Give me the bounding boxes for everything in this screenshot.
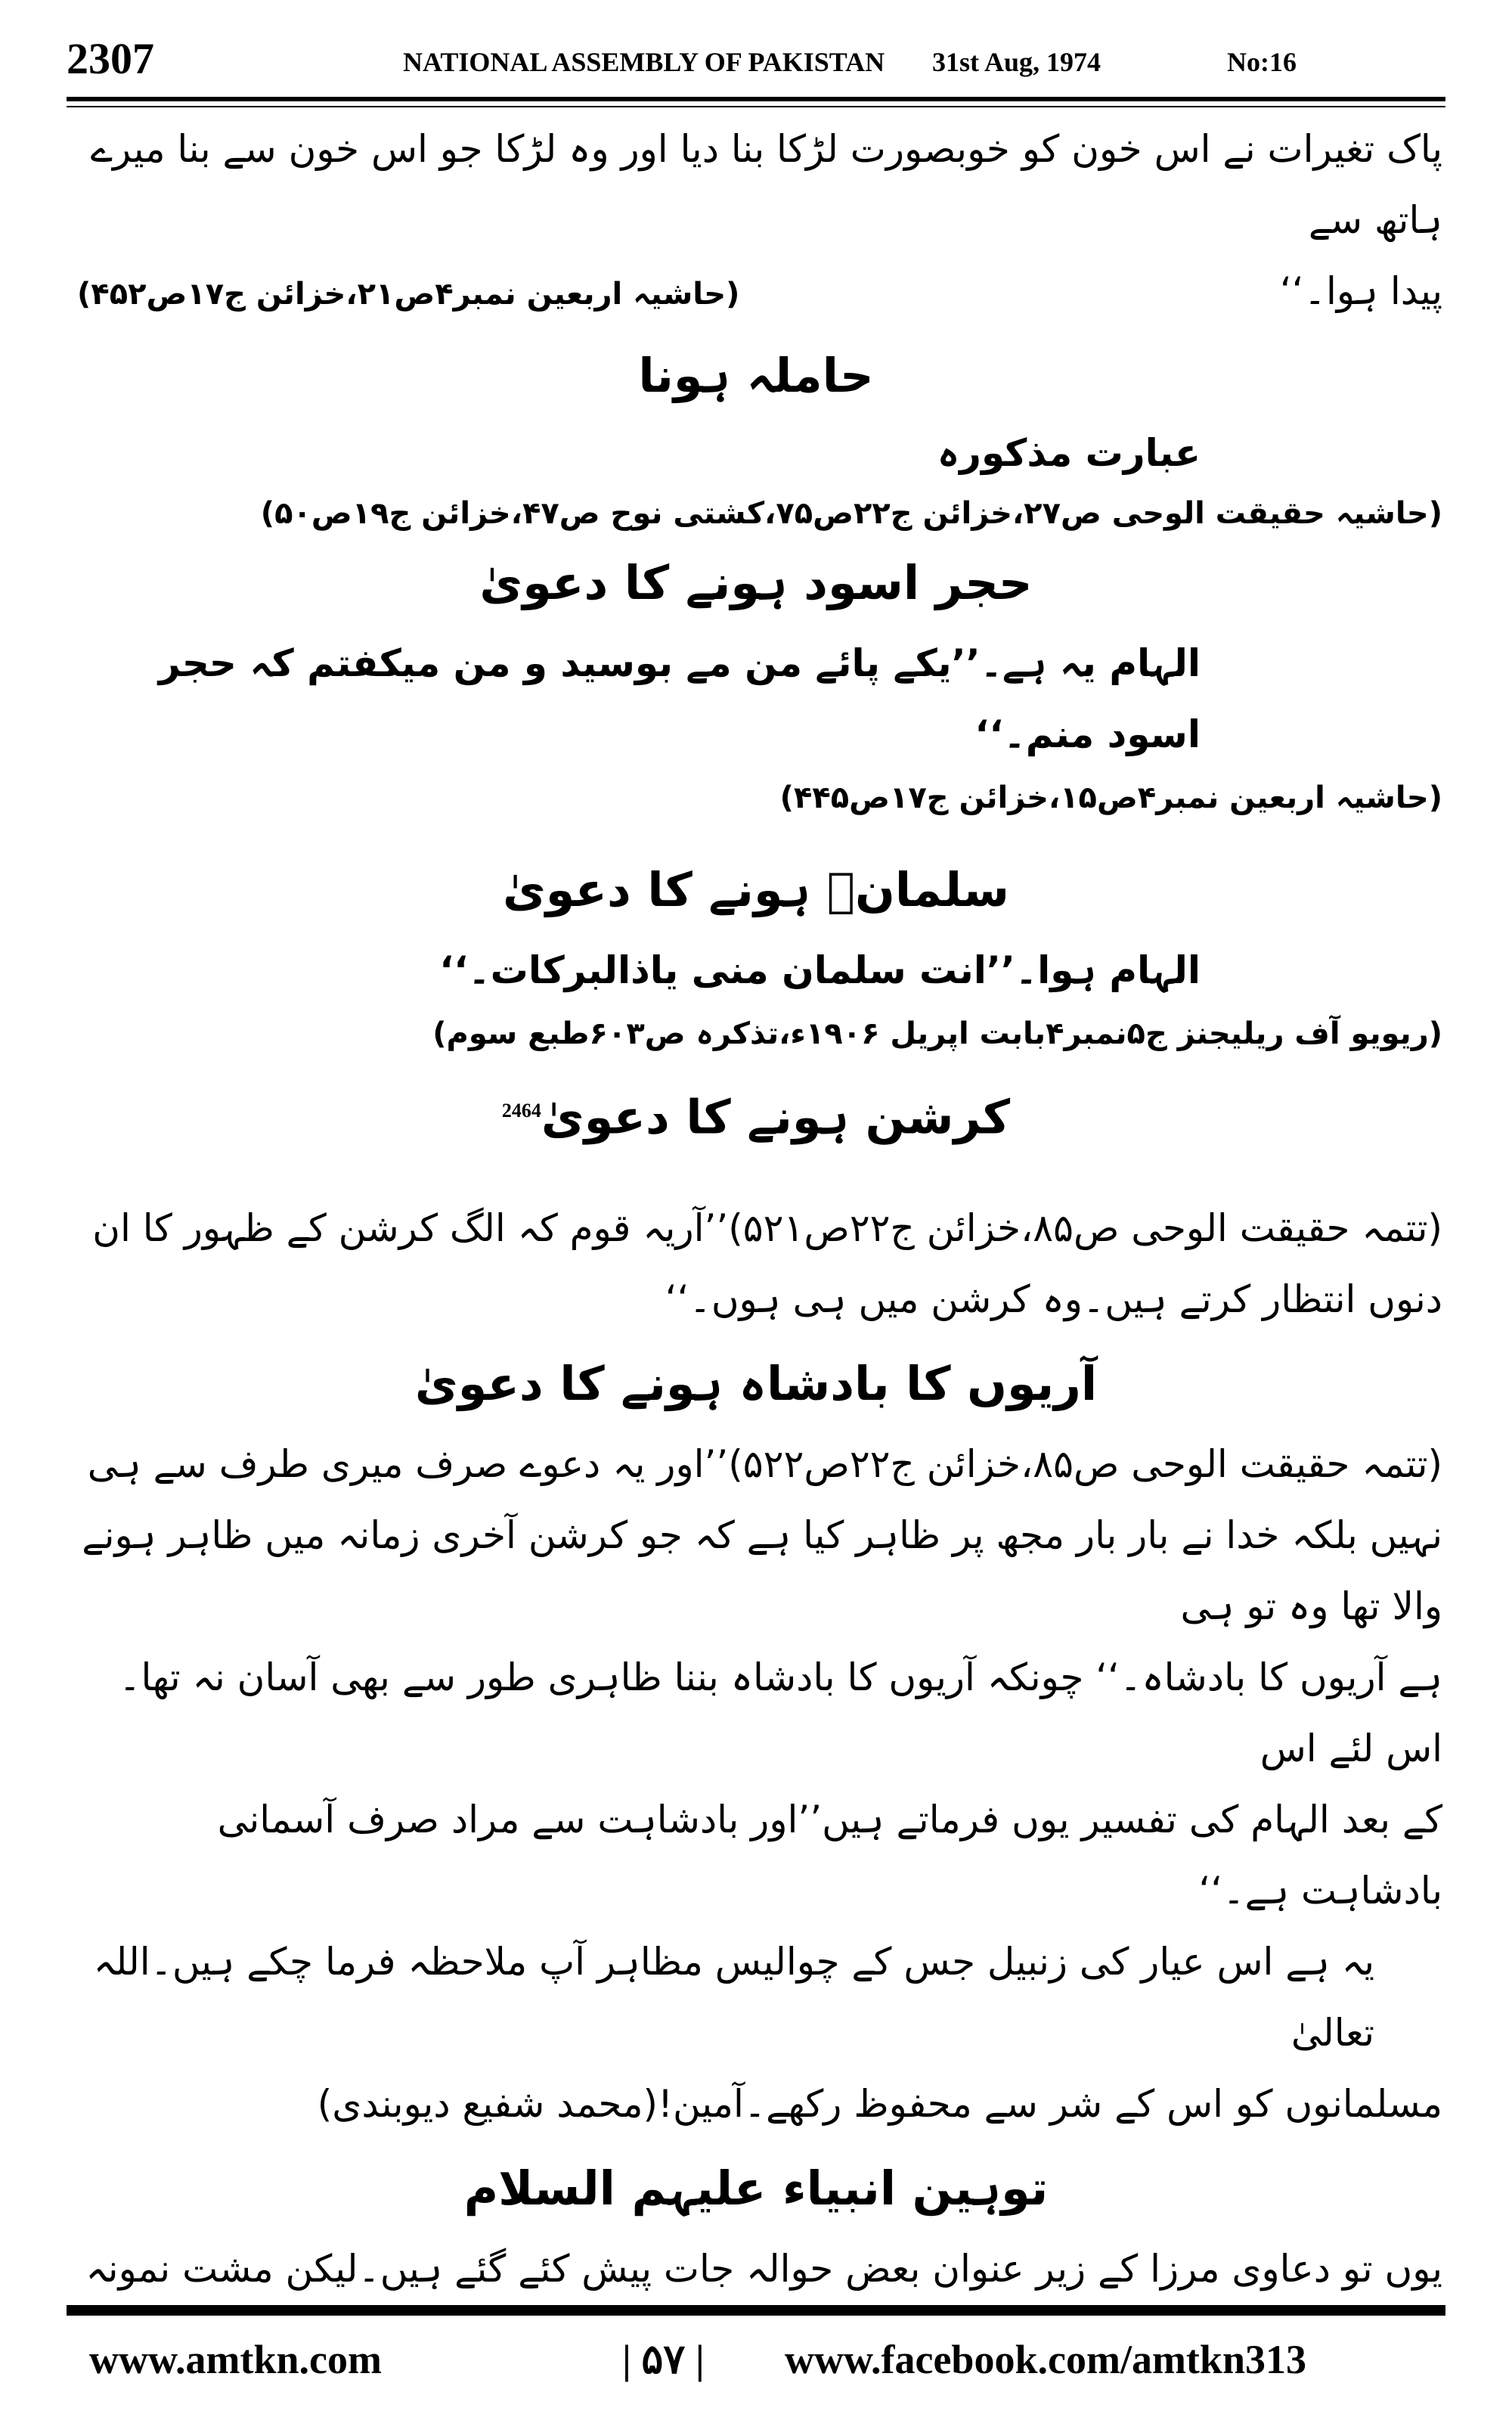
quote-line: الہام یہ ہے۔’’یکے پائے من مے بوسید و من میکفتم کہ حجر اسود منم۔‘‘ <box>158 641 1201 756</box>
local-page-number: | ۵۷ | <box>622 2337 705 2382</box>
footer-rule <box>67 2305 1445 2316</box>
paragraph-line: پیدا ہوا۔‘‘ <box>1279 269 1442 313</box>
assembly-name: NATIONAL ASSEMBLY OF PAKISTAN <box>403 47 885 77</box>
page-number: 2307 <box>67 34 154 83</box>
paragraph-line: مسلمانوں کو اس کے شر سے محفوظ رکھے۔آمین!(محمد شفیع دیوبندی) <box>317 2081 1442 2126</box>
paragraph-line: کے بعد الہام کی تفسیر یوں فرماتے ہیں’’اور بادشاہت سے مراد صرف آسمانی بادشاہت ہے۔‘‘ <box>217 1797 1442 1913</box>
website-link[interactable]: www.amtkn.com <box>89 2337 382 2382</box>
page-body <box>70 113 1442 2291</box>
facebook-link[interactable]: www.facebook.com/amtkn313 <box>785 2337 1306 2382</box>
section-heading: حاملہ ہونا <box>638 348 874 403</box>
page-footer <box>67 2329 1445 2390</box>
section-heading: کرشن ہونے کا دعویٰ <box>541 1089 1011 1145</box>
issue-number: No:16 <box>1227 47 1297 77</box>
reference-citation: (ریویو آف ریلیجنز ج۵نمبر۴بابت اپریل ۱۹۰۶ء،تذکرہ ص۶۰۳طبع سوم) <box>432 1016 1442 1051</box>
quote-line: الہام ہوا۔’’انت سلمان منی یاذالبرکات۔‘‘ <box>439 948 1201 992</box>
paragraph-line: پاک تغیرات نے اس خون کو خوبصورت لڑکا بنا دیا اور وہ لڑکا جو اس خون سے بنا میرے ہاتھ سے <box>90 127 1442 242</box>
section-heading: حجر اسود ہونے کا دعویٰ <box>479 555 1033 610</box>
page-marker: 2464 <box>501 1100 541 1122</box>
section-heading: سلمانؓ ہونے کا دعویٰ <box>502 862 1009 917</box>
paragraph-line: نہیں بلکہ خدا نے بار بار مجھ پر ظاہر کیا ہے کہ جو کرشن آخری زمانہ میں ظاہر ہونے والا تھا وہ تو ہی <box>82 1512 1442 1628</box>
paragraph-line-with-reference <box>70 256 1442 327</box>
reference-citation: (حاشیہ اربعین نمبر۴ص۲۱،خزائن ج۱۷ص۴۵۲) <box>77 277 740 312</box>
paragraph-line: یوں تو دعاوی مرزا کے زیر عنوان بعض حوالہ جات پیش کئے گئے ہیں۔لیکن مشت نمونہ <box>85 2246 1442 2291</box>
header-rule <box>67 97 1445 101</box>
reference-citation: (حاشیہ اربعین نمبر۴ص۱۵،خزائن ج۱۷ص۴۴۵) <box>779 780 1442 815</box>
section-heading-with-marker <box>70 1069 1442 1159</box>
paragraph-line: دنوں انتظار کرتے ہیں۔وہ کرشن میں ہی ہوں۔‘‘ <box>665 1277 1442 1321</box>
header-rule-thin <box>67 106 1445 107</box>
paragraph-line: (تتمہ حقیقت الوحی ص۸۵،خزائن ج۲۲ص۵۲۲)’’اور یہ دعوے صرف میری طرف سے ہی <box>87 1441 1442 1486</box>
paragraph-line: ہے آریوں کا بادشاہ۔‘‘ چونکہ آریوں کا بادشاہ بننا ظاہری طور سے بھی آسان نہ تھا۔اس لئے اس <box>119 1655 1442 1770</box>
section-heading: آریوں کا بادشاہ ہونے کا دعویٰ <box>414 1355 1098 1411</box>
page-header <box>67 29 1445 89</box>
section-heading: توہین انبیاء علیہم السلام <box>463 2160 1049 2216</box>
paragraph-line: (تتمہ حقیقت الوحی ص۸۵،خزائن ج۲۲ص۵۲۱)’’آریہ قوم کہ الگ کرشن کے ظہور کا ان <box>92 1205 1442 1250</box>
section-subheading: عبارت مذکورہ <box>937 431 1201 475</box>
paragraph-line: یہ ہے اس عیار کی زنبیل جس کے چوالیس مظاہر آپ ملاحظہ فرما چکے ہیں۔اللہ تعالیٰ <box>93 1939 1374 2055</box>
reference-citation: (حاشیہ حقیقت الوحی ص۲۷،خزائن ج۲۲ص۷۵،کشتی نوح ص۴۷،خزائن ج۱۹ص۵۰) <box>260 496 1442 531</box>
session-date: 31st Aug, 1974 <box>932 47 1101 77</box>
